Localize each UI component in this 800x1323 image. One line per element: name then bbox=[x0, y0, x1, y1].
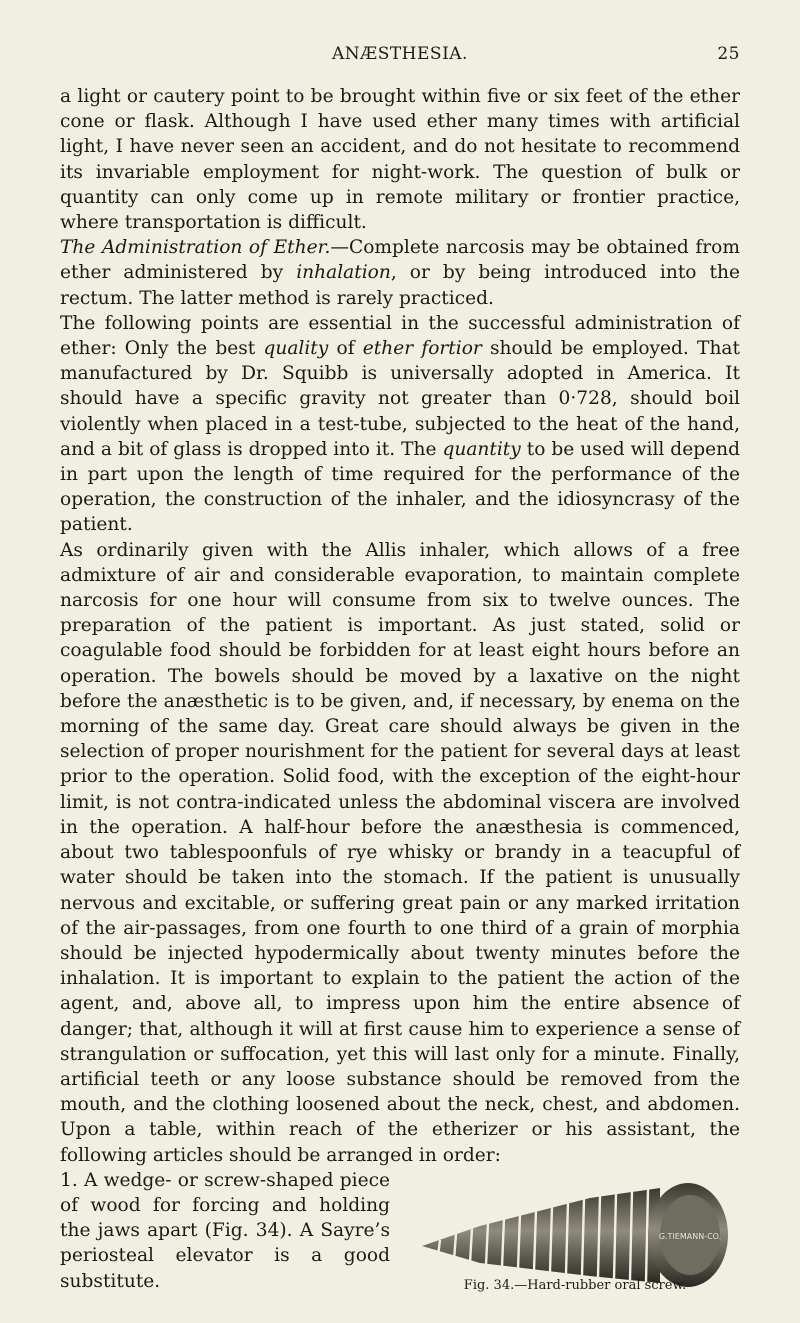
maker-stamp: G.TIEMANN-CO. bbox=[658, 1231, 722, 1241]
section-heading: The Administration of Ether. bbox=[60, 237, 331, 259]
paragraph-2: The Administration of Ether.—Complete narcosis may be obtained from ether administered by inhalation, or by being introduced into the rectum. The latter method is rarely practiced. bbox=[60, 237, 741, 309]
list-item-with-figure bbox=[60, 1168, 740, 1294]
paragraph-1: a light or cautery point to be brought within five or six feet of the ether cone or flask. Although I have used ether many times with artificial light, I have never seen an accident, and do not hesitate to recommend its invariable employment for night-work. The question of bulk or quantity can only come up in remote military or frontier practice, where transportation is difficult. bbox=[60, 86, 740, 234]
list-item-1: 1. A wedge- or screw-shaped piece of wood for forcing and holding the jaws apart (Fig. 34). A Sayre’s periosteal elevator is a good substitute. bbox=[60, 1169, 390, 1292]
figure-caption: Fig. 34.—Hard-rubber oral screw. bbox=[463, 1277, 687, 1293]
figure-34 bbox=[410, 1168, 740, 1323]
paragraph-4: As ordinarily given with the Allis inhaler, which allows of a free admixture of air and considerable evaporation, to maintain complete narcosis for one hour will consume from six to twelve ounces. The preparation of the patient is important. As just stated, solid or coagulable food should be forbidden for at least eight hours before an operation. The bowels should be moved by a laxative on the night before the anæsthetic is to be given, and, if necessary, by enema on the morning of the same day. Great care should always be given in the selection of proper nourishment for the patient for several days at least prior to the operation. Solid food, with the exception of the eight-hour limit, is not contra-indicated unless the abdominal viscera are involved in the operation. A half-hour before the anæsthesia is commenced, about two tablespoonfuls of rye whisky or brandy in a teacupful of water should be taken into the stomach. If the patient is unusually nervous and excitable, or suffering great pain or any marked irritation of the air-passages, from one fourth to one third of a grain of morphia should be injected hypodermically about twenty minutes before the inhalation. It is important to explain to the patient the action of the agent, and, above all, to impress upon him the entire absence of danger; that, although it will at first cause him to experience a sense of strangulation or suffocation, yet this will last only for a minute. Finally, artificial teeth or any loose substance should be removed from the mouth, and the clothing loosened about the neck, chest, and abdomen. Upon a table, within reach of the etherizer or his assistant, the following articles should be arranged in order: bbox=[60, 539, 740, 1166]
paragraph-3: The following points are essential in the successful administration of ether: Only the best quality of ether fortior should be employed. That manufactured by Dr. Squibb is universally adopted in America. It should have a specific gravity not greater than 0·728, should boil violently when placed in a test-tube, subjected to the heat of the hand, and a bit of glass is dropped into it. The quantity to be used will depend in part upon the length of time required for the performance of the operation, the construction of the inhaler, and the idiosyncrasy of the patient. bbox=[60, 312, 740, 536]
page-number: 25 bbox=[717, 44, 740, 64]
page-title: ANÆSTHESIA. bbox=[332, 44, 468, 64]
page-body bbox=[60, 84, 740, 1294]
